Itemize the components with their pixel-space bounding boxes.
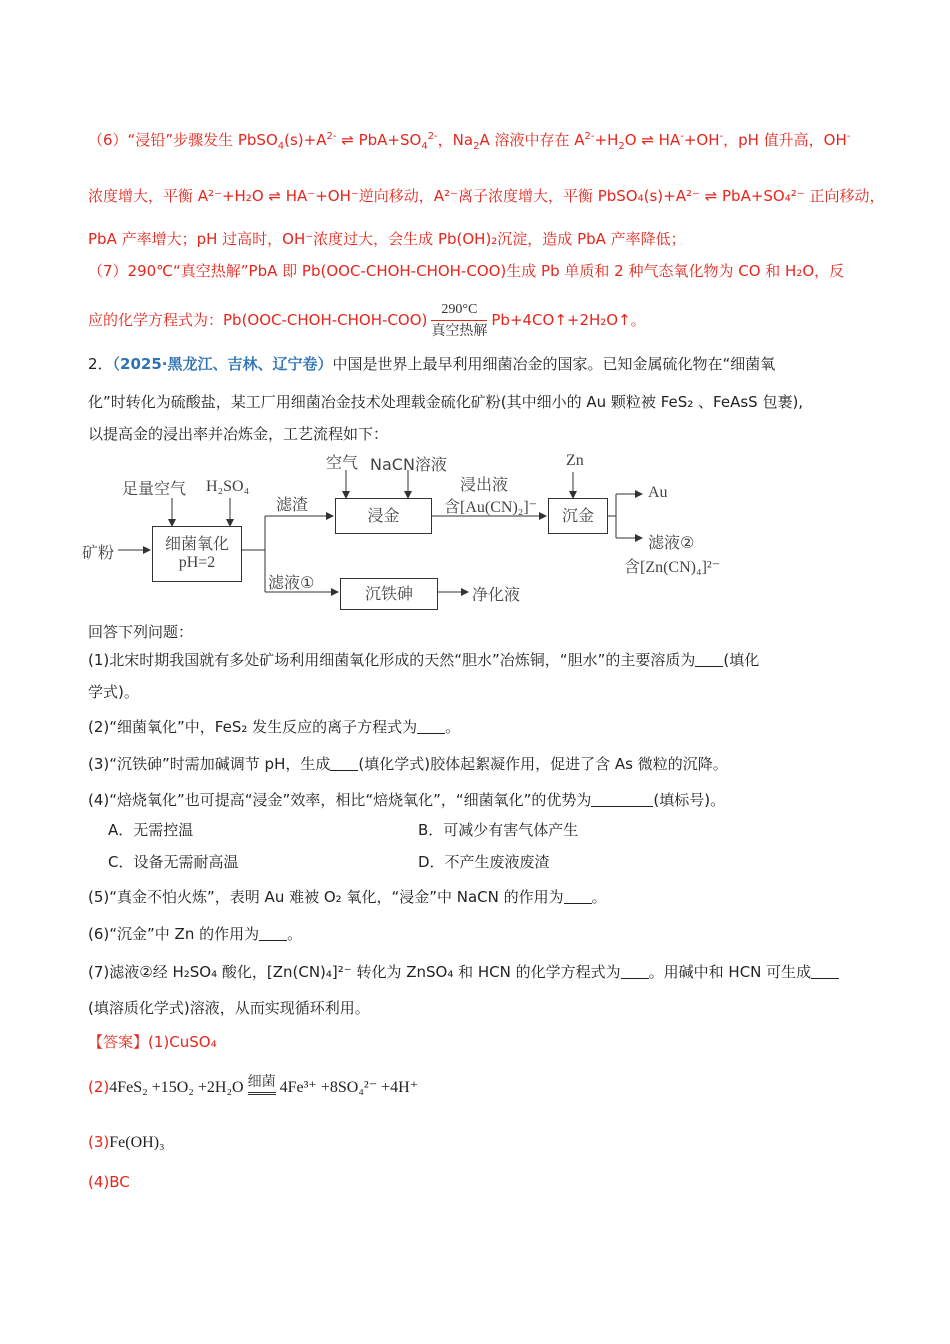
condition-label: 细菌 [248, 1072, 276, 1095]
answer-6-part: O ⇌ HA [624, 131, 681, 149]
answer-6-part: +OH [683, 131, 720, 149]
leachate-content-label: 含[Au(CN)₂]⁻ [444, 499, 538, 516]
iron-arsenic-precipitation-box: 沉铁砷 [340, 578, 438, 610]
subquestion-7 [88, 962, 839, 982]
process-flow-diagram [80, 450, 740, 610]
answer-blank [330, 756, 358, 771]
equation-left: 4FeS₂ +15O₂ +2H₂O [109, 1079, 244, 1096]
answer-6-part: PbA+SO [353, 131, 422, 149]
answer-7-text: 应的化学方程式为：Pb(OOC-CHOH-CHOH-COO) [88, 311, 428, 329]
answer-7-text: Pb+4CO↑+2H₂O↑。 [491, 311, 646, 329]
answer-blank [811, 964, 839, 979]
question-stem-2: 化”时转化为硫酸盐，某工厂用细菌冶金技术处理载金硫化矿粉(其中细小的 Au 颗粒被 FeS₂ 、FeAsS 包裹), [88, 393, 804, 411]
subquestion-text: 。 [445, 718, 461, 736]
input-acid-label: H₂SO₄ [206, 478, 250, 495]
answer-1 [88, 1032, 217, 1052]
nacn-input-label: NaCN溶液 [370, 455, 447, 474]
option-c: C．设备无需耐高温 [108, 853, 239, 871]
zinc-input-label: Zn [566, 452, 584, 469]
subquestion-5 [88, 887, 607, 907]
answer-text: (1)CuSO₄ [148, 1033, 217, 1051]
question-stem-3: 以提高金的浸出率并冶炼金，工艺流程如下： [88, 425, 389, 443]
answer-4: (4)BC [88, 1173, 130, 1191]
filtrate-1-label: 滤液① [268, 573, 315, 592]
answer-6-part: ，pH 值升高，OH [723, 131, 847, 149]
subquestion-4 [88, 790, 725, 810]
box-label: 细菌氧化 [164, 534, 229, 553]
answer-2 [88, 1072, 418, 1098]
subquestion-text: (4)“焙烧氧化”也可提高“浸金”效率，相比“焙烧氧化”，“细菌氧化”的优势为 [88, 791, 592, 809]
question-number: 2． [88, 355, 113, 373]
subquestion-text: (2)“细菌氧化”中，FeS₂ 发生反应的离子方程式为 [88, 718, 418, 736]
answer-6-part: +H [594, 131, 619, 149]
leachate-label: 浸出液 [460, 475, 509, 494]
subquestion-1-cont: 学式)。 [88, 683, 139, 701]
purified-liquid-label: 净化液 [472, 585, 521, 604]
answer-6-line1: （6）“浸铅”步骤发生 $PbSO_4(s)+A^{2-}$ ⇌ $PbA+SO_4^{2-}$，$Na_2A$ 溶液中存在 $A^{2-}+H_2O$ ⇌ HA-+OH-，pH 值升高，OH- [88, 131, 851, 152]
condition-label: 真空热解 [431, 323, 488, 339]
question-stem-1 [88, 354, 775, 374]
gold-leaching-box: 浸金 [335, 498, 432, 534]
option-a: A．无需控温 [108, 821, 194, 839]
answer-blank [417, 719, 445, 734]
subquestion-text: (填化 [723, 651, 760, 669]
filtrate-2-label: 滤液② [648, 533, 695, 552]
option-d: D．不产生废液废渣 [418, 853, 550, 871]
subquestion-text: (填化学式)胶体起絮凝作用，促进了含 As 微粒的沉降。 [358, 755, 728, 773]
subquestion-1 [88, 650, 759, 670]
answer-tag: 【答案】 [88, 1033, 149, 1051]
question-text: 中国是世界上最早利用细菌冶金的国家。已知金属硫化物在“细菌氧 [332, 355, 776, 373]
answer-7-line2 [88, 300, 646, 341]
bacterial-oxidation-box [152, 526, 242, 582]
subquestion-text: 。 [591, 888, 607, 906]
answer-6-line2: 浓度增大，平衡 A²⁻+H₂O ⇌ HA⁻+OH⁻逆向移动，A²⁻离子浓度增大，平衡 PbSO₄(s)+A²⁻ ⇌ PbA+SO₄²⁻ 正向移动， [88, 187, 885, 205]
condition-temperature: 290°C [431, 300, 487, 321]
subquestion-text: (3)“沉铁砷”时需加碱调节 pH，生成 [88, 755, 331, 773]
subquestion-text: (1)北宋时期我国就有多处矿场利用细菌氧化形成的天然“胆水”冶炼铜，“胆水”的主要溶质为 [88, 651, 696, 669]
answer-blank [591, 792, 653, 807]
answer-blank [621, 964, 649, 979]
gold-precipitation-box: 沉金 [548, 498, 608, 534]
answer-text: Fe(OH)₃ [109, 1134, 165, 1151]
subquestion-7-cont: (填溶质化学式)溶液，从而实现循环利用。 [88, 999, 370, 1017]
subquestion-3 [88, 754, 728, 774]
answer-6-part: (s)+A [284, 131, 327, 149]
subquestion-text: (7)滤液②经 H₂SO₄ 酸化，[Zn(CN)₄]²⁻ 转化为 ZnSO₄ 和 HCN 的化学方程式为 [88, 963, 621, 981]
filtrate-2-content-label: 含[Zn(CN)₄]²⁻ [624, 559, 721, 576]
answer-label: (3) [88, 1133, 110, 1151]
answer-3 [88, 1132, 165, 1153]
answer-6-part: （6）“浸铅”步骤发生 PbSO [88, 131, 278, 149]
answer-6-line3: PbA 产率增大；pH 过高时，OH⁻浓度过大，会生成 Pb(OH)₂沉淀，造成 PbA 产率降低； [88, 230, 686, 248]
gold-product-label: Au [648, 484, 668, 501]
answer-blank [695, 652, 723, 667]
answer-6-part: ，Na [437, 131, 474, 149]
subquestion-text: (填标号)。 [653, 791, 726, 809]
ore-powder-label: 矿粉 [82, 543, 115, 562]
subquestion-text: (6)“沉金”中 Zn 的作用为 [88, 925, 260, 943]
subquestion-text: (5)“真金不怕火炼”，表明 Au 难被 O₂ 氧化，“浸金”中 NaCN 的作用为 [88, 888, 564, 906]
answer-blank [259, 926, 287, 941]
question-source: （2025·黑龙江、吉林、辽宁卷） [112, 355, 333, 373]
equation-right: 4Fe³⁺ +8SO₄²⁻ +4H⁺ [279, 1079, 419, 1096]
question-prompt: 回答下列问题： [88, 623, 194, 641]
answer-label: (2) [88, 1078, 110, 1096]
subquestion-2 [88, 717, 460, 737]
air-input-label: 空气 [326, 453, 359, 472]
answer-6-part: A 溶液中存在 A [479, 131, 585, 149]
subquestion-6 [88, 924, 302, 944]
answer-7-line1: （7）290℃“真空热解”PbA 即 Pb(OOC-CHOH-CHOH-COO)生成 Pb 单质和 2 种气态氧化物为 CO 和 H₂O，反 [88, 262, 845, 280]
subquestion-text: 。 [287, 925, 303, 943]
subquestion-text: 。用碱中和 HCN 可生成 [648, 963, 812, 981]
box-label: pH=2 [178, 554, 216, 571]
reaction-condition [248, 1072, 276, 1095]
answer-blank [564, 889, 592, 904]
reaction-condition [431, 300, 487, 341]
option-b: B．可减少有害气体产生 [418, 821, 579, 839]
input-air-label: 足量空气 [122, 479, 187, 498]
residue-label: 滤渣 [276, 495, 309, 514]
